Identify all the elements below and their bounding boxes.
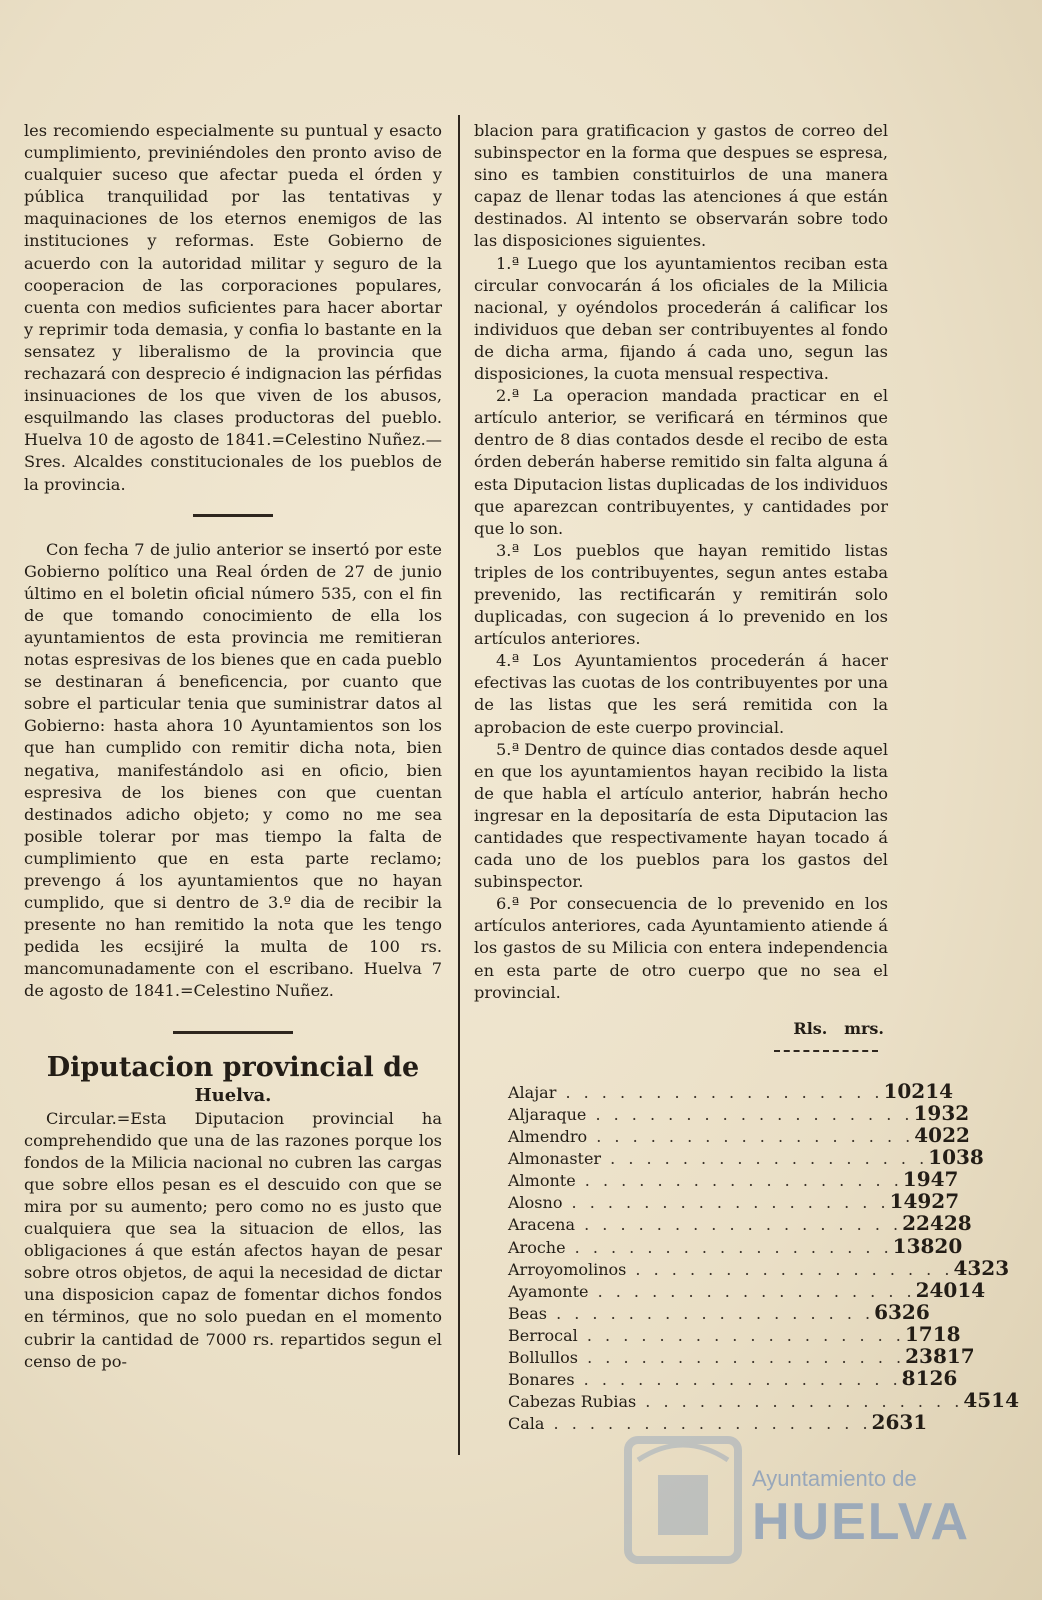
town-name [508, 1369, 902, 1391]
town-name [508, 1214, 902, 1236]
table-row [508, 1123, 970, 1148]
left-paragraph-2: Con fecha 7 de julio anterior se insertó por este Gobierno político una Real órden de 27 de junio último en el boletin oficial número 535, con el fin de que tomando conocimiento de ella los ayuntamientos de esta provincia me remitieran notas espresivas de los bienes que en cada pueblo se destinaran á beneficencia, por cuanto que sobre el particular tenia que suministrar datos al Gobierno: hasta ahora 10 Ayuntamientos son los que han cumplido con remitir dicha nota, bien negativa, manifestándolo asi en oficio, bien espresiva de los bienes con que cuentan destinados adicho objeto; y como no me sea posible tolerar por mas tiempo la falta de cumplimiento que en esta parte reclamo; prevengo á los ayuntamientos que no hayan cumplido, que si dentro de 3.º dia de recibir la presente no han remitido la nota que les tengo pedida les ecsijiré la multa de 100 rs. mancomunadamente con el escribano. Huelva 7 de agosto de 1841.=Celestino Nuñez. [24, 539, 442, 1001]
maravedis-value: 28 [943, 1211, 972, 1236]
town-name [508, 1082, 883, 1104]
leader-dots: . . . . . . . . . . . . . . . . . . [546, 1303, 875, 1323]
maravedis-value: 14 [925, 1078, 954, 1103]
table-row [508, 1388, 1019, 1413]
leader-dots: . . . . . . . . . . . . . . . . . . [636, 1392, 964, 1412]
table-row [508, 1255, 1010, 1280]
maravedis-value: 27 [931, 1189, 960, 1214]
leader-dots: . . . . . . . . . . . . . . . . . . [601, 1149, 929, 1169]
reales-value: 149 [889, 1189, 932, 1214]
leader-dots: . . . . . . . . . . . . . . . . . . [588, 1281, 916, 1301]
section-subheading: Huelva. [194, 1084, 272, 1106]
maravedis-value: 8 [969, 1145, 984, 1170]
table-row [508, 1189, 960, 1214]
left-column [24, 120, 442, 1373]
town-label: Cabezas Rubias [508, 1392, 637, 1412]
reales-value: 26 [871, 1410, 900, 1435]
table-row [508, 1366, 958, 1391]
maravedis-value: 23 [981, 1255, 1010, 1280]
table-row [508, 1167, 959, 1192]
table-row [508, 1211, 972, 1236]
left-paragraph-3: Circular.=Esta Diputacion provincial ha comprehendido que una de las razones porque los fondos de la Milicia nacional no cubren las cargas que sobre ellos pesan es el descuido con que se mira por su aumento; pero como no es justo que cualquiera que sea la situacion de ellos, las obligaciones á que están afectos hayan de pesar sobre otros objetos, de aqui la necesidad de dictar una disposicion capaz de fomentar dichos fondos en términos, que no solo puedan en el momento cubrir la cantidad de 7000 rs. repartidos segun el censo de po- [24, 1108, 442, 1371]
maravedis-value: 18 [932, 1321, 961, 1346]
maravedis-value: 17 [946, 1343, 975, 1368]
maravedis-value: 22 [942, 1123, 970, 1148]
maravedis-value: 14 [991, 1388, 1019, 1413]
table-header-rule [774, 1050, 878, 1052]
town-label: Bollullos [508, 1347, 579, 1367]
town-label: Cala [508, 1414, 545, 1434]
column-divider [458, 115, 460, 1455]
town-label: Ayamonte [508, 1281, 589, 1301]
town-label: Arroyomolinos [508, 1259, 627, 1279]
town-name [508, 1237, 893, 1259]
maravedis-value: 26 [929, 1366, 958, 1391]
reales-value: 238 [905, 1343, 947, 1368]
column-header-reales: Rls. [793, 1018, 828, 1038]
article-6: 6.ª Por consecuencia de lo prevenido en los artículos anteriores, cada Ayuntamiento atiende á los gastos de su Milicia con entera independencia en esta parte de otro cuerpo que no sea el provincial. [474, 894, 888, 1002]
column-header-maravedis: mrs. [844, 1018, 884, 1038]
town-name [508, 1259, 953, 1281]
leader-dots: . . . . . . . . . . . . . . . . . . [562, 1193, 890, 1213]
maravedis-value: 31 [899, 1410, 928, 1435]
table-row [508, 1233, 963, 1258]
leader-dots: . . . . . . . . . . . . . . . . . . [544, 1414, 872, 1434]
maravedis-value: 7 [944, 1167, 959, 1192]
town-label: Beas [508, 1303, 547, 1323]
town-name [508, 1192, 890, 1214]
separator-rule-wide [173, 1031, 293, 1034]
reales-value: 40 [914, 1123, 943, 1148]
table-row [508, 1145, 984, 1170]
leader-dots: . . . . . . . . . . . . . . . . . . [565, 1237, 893, 1257]
maravedis-value: 14 [957, 1277, 986, 1302]
town-label: Berrocal [508, 1325, 578, 1345]
table-row [508, 1100, 970, 1125]
section-heading: Diputacion provincial de [46, 1051, 420, 1083]
town-name [508, 1325, 905, 1347]
town-label: Aljaraque [508, 1104, 587, 1124]
town-name [508, 1104, 913, 1126]
town-label: Bonares [508, 1370, 575, 1390]
town-name [508, 1126, 914, 1148]
town-name [508, 1170, 903, 1192]
town-name [508, 1303, 874, 1325]
reales-value: 43 [953, 1255, 982, 1280]
town-label: Alajar [508, 1082, 557, 1102]
maravedis-value: 20 [934, 1233, 963, 1258]
table-row [508, 1277, 986, 1302]
article-5: 5.ª Dentro de quince dias contados desde aquel en que los ayuntamientos hayan recibido la lista de que habla el artículo anterior, habrán hecho ingresar en la depositaría de esta Diputacion las cantidades que respectivamente hayan tocado á cada uno de los pueblos para los gastos del subinspector. [474, 739, 888, 892]
reales-value: 17 [904, 1321, 933, 1346]
leader-dots: . . . . . . . . . . . . . . . . . . [575, 1171, 903, 1191]
separator-rule [193, 514, 273, 517]
town-label: Almonte [508, 1171, 576, 1191]
leader-dots: . . . . . . . . . . . . . . . . . . [586, 1104, 914, 1124]
leader-dots: . . . . . . . . . . . . . . . . . . [556, 1082, 884, 1102]
leader-dots: . . . . . . . . . . . . . . . . . . [575, 1215, 903, 1235]
town-label: Aracena [508, 1215, 576, 1235]
town-name [508, 1148, 928, 1170]
table-column-headers [474, 1018, 884, 1040]
table-row [508, 1343, 975, 1368]
reales-value: 194 [902, 1167, 945, 1192]
reales-value: 45 [963, 1388, 992, 1413]
reales-value: 224 [902, 1211, 944, 1236]
leader-dots: . . . . . . . . . . . . . . . . . . [578, 1347, 906, 1367]
article-3: 3.ª Los pueblos que hayan remitido listas triples de los contribuyentes, segun antes estaba prevenido, las rectificarán y remitirán solo duplicadas, con sugecion á lo prevenido en los artículos anteriores. [474, 540, 888, 649]
reales-value: 103 [928, 1145, 970, 1170]
article-1: 1.ª Luego que los ayuntamientos reciban esta circular convocarán á los oficiales de la Milicia nacional, y oyéndolos procederán á calificar los individuos que deban ser contribuyentes al fondo de dicha arma, fijando á cada uno, segun las disposiciones, la cuota mensual respectiva. [474, 253, 888, 384]
table-row [508, 1078, 954, 1103]
town-name [508, 1347, 905, 1369]
maravedis-value: 26 [901, 1299, 930, 1324]
leader-dots: . . . . . . . . . . . . . . . . . . [587, 1127, 915, 1147]
leader-dots: . . . . . . . . . . . . . . . . . . [574, 1370, 902, 1390]
reales-value: 81 [901, 1366, 930, 1391]
watermark-line-1: Ayuntamiento de [752, 1466, 917, 1491]
article-2: 2.ª La operacion mandada practicar en el artículo anterior, se verificará en términos que dentro de 8 dias contados desde el recibo de esta órden deberán haberse remitido sin falta alguna á esta Diputacion listas duplicadas de los individuos que aparezcan contribuyentes, y cantidades por que lo son. [474, 386, 888, 538]
town-label: Almendro [508, 1127, 588, 1147]
town-name [508, 1281, 916, 1303]
right-paragraph-1: blacion para gratificacion y gastos de correo del subinspector en la forma que despues se espresa, sino es tambien constituirlos de una manera capaz de llenar todas las atenciones á que están destinados. Al intento se observarán sobre todo las disposiciones siguientes. [474, 121, 888, 251]
town-label: Aroche [508, 1237, 566, 1257]
reales-value: 19 [913, 1100, 942, 1125]
maravedis-value: 32 [941, 1100, 970, 1125]
reales-value: 102 [883, 1078, 926, 1103]
article-4: 4.ª Los Ayuntamientos procederán á hacer efectivas las cuotas de los contribuyentes por una de las listas que les será remitida con la aprobacion de este cuerpo provincial. [474, 651, 888, 737]
town-label: Alosno [508, 1193, 563, 1213]
left-paragraph-1: les recomiendo especialmente su puntual y esacto cumplimiento, previniéndoles den pronto aviso de cualquier suceso que afectar pueda el órden y pública tranquilidad por las tentativas y maquinaciones de los eternos enemigos de las instituciones y reformas. Este Gobierno de acuerdo con la autoridad militar y seguro de la cooperacion de las corporaciones populares, cuenta con medios suficientes para hacer abortar y reprimir toda demasia, y confia lo bastante en la sensatez y liberalismo de la provincia que rechazará con desprecio é indignacion las pérfidas insinuaciones de los que viven de los abusos, esquilmando las clases productoras del pueblo. Huelva 10 de agosto de 1841.=Celestino Nuñez.—Sres. Alcaldes constitucionales de los pueblos de la provincia. [24, 121, 442, 494]
watermark-line-2: HUELVA [752, 1493, 971, 1551]
right-column [474, 120, 1019, 1435]
reales-value: 138 [892, 1233, 935, 1258]
quota-table [508, 1078, 1019, 1435]
reales-value: 240 [915, 1277, 958, 1302]
leader-dots: . . . . . . . . . . . . . . . . . . [577, 1325, 905, 1345]
table-row [508, 1321, 961, 1346]
reales-value: 63 [874, 1299, 902, 1324]
leader-dots: . . . . . . . . . . . . . . . . . . [626, 1259, 954, 1279]
table-row [508, 1299, 930, 1324]
town-label: Almonaster [508, 1149, 602, 1169]
